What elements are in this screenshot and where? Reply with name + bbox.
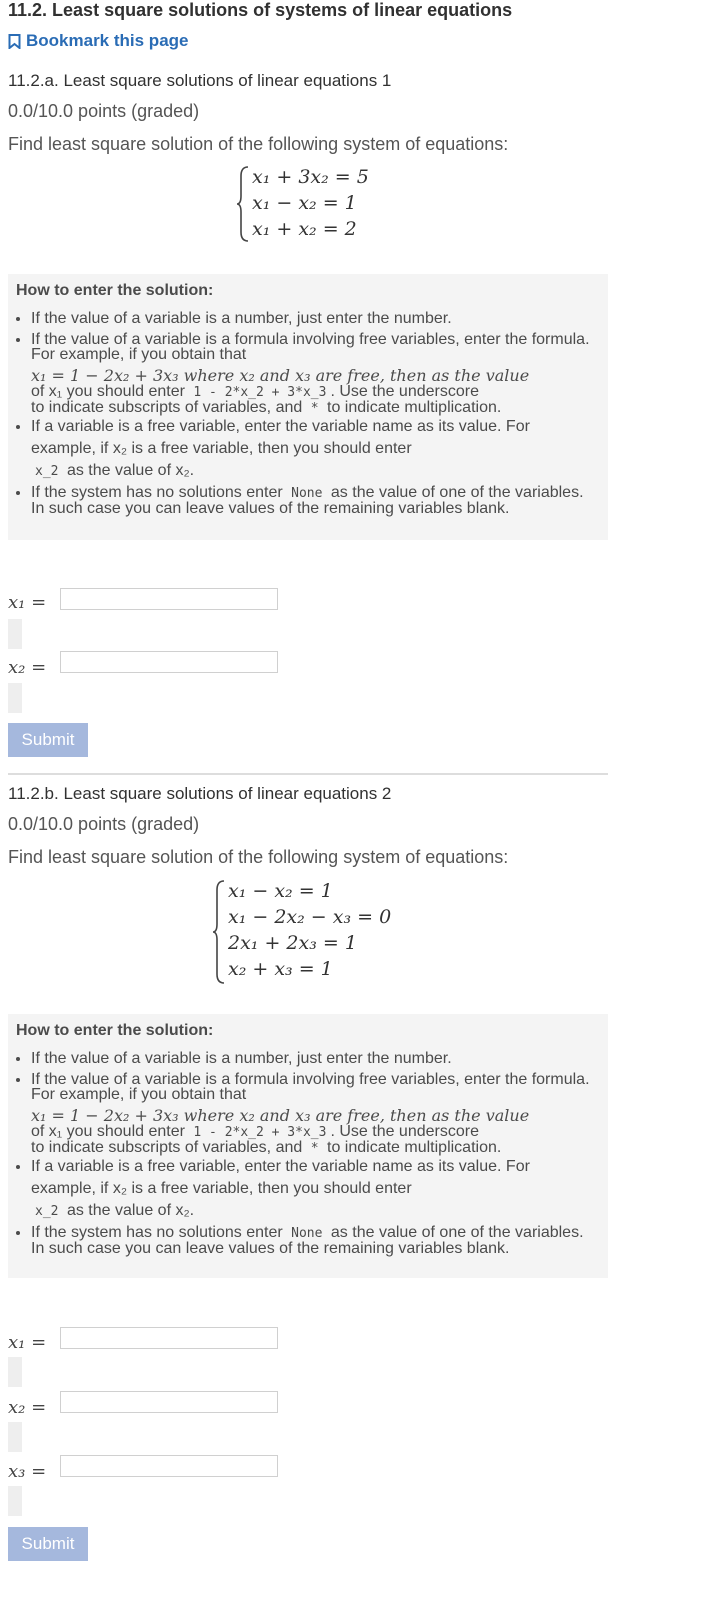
variable-label: x₁ = — [8, 1332, 47, 1353]
code-snippet: None — [291, 1226, 323, 1241]
list-item: • If the value of a variable is a number, just enter the number. — [31, 308, 599, 330]
problem-prompt: Find least square solution of the following system of equations: — [8, 847, 509, 867]
list-item: • If the value of a variable is a formula involving free variables, enter the formula. For example, if you obtain that x₁ = 1 − 2x₂ + 3x₃ where x₂ and x₃ are free, then as the value of x₁ you should enter 1 - 2*x_2 + 3*x_3 . Use the underscore to indicate subscripts of variables, and * to indicate multiplication. — [31, 1072, 599, 1156]
equation-system — [212, 878, 442, 986]
bookmark-button[interactable] — [8, 31, 189, 51]
brace-icon — [236, 164, 250, 244]
input-status — [8, 619, 22, 649]
input-status — [8, 1486, 22, 1516]
problem-title: 11.2.a. Least square solutions of linear equations 1 — [8, 71, 392, 90]
code-snippet: x_2 — [35, 464, 59, 479]
submit-button[interactable]: Submit — [8, 1527, 88, 1561]
variable-label: x₃ = — [8, 1461, 47, 1482]
howto-box — [8, 1014, 608, 1278]
code-snippet: 1 - 2*x_2 + 3*x_3 — [193, 385, 327, 400]
variable-label: x₂ = — [8, 1397, 47, 1418]
problem-points: 0.0/10.0 points (graded) — [8, 814, 200, 834]
howto-list — [8, 308, 599, 516]
equation: x₁ − 2x₂ − x₃ = 0 — [228, 906, 392, 928]
list-item: • If the value of a variable is a number, just enter the number. — [31, 1048, 599, 1070]
howto-box — [8, 274, 608, 540]
x3-input[interactable] — [60, 1455, 278, 1477]
list-item: • If the system has no solutions enter None as the value of one of the variables. In such case you can leave values of the remaining variables blank. — [31, 485, 599, 516]
equation: x₁ − x₂ = 1 — [228, 880, 333, 902]
problem-title: 11.2.b. Least square solutions of linear equations 2 — [8, 784, 392, 803]
problem-prompt: Find least square solution of the following system of equations: — [8, 134, 509, 154]
code-snippet: x_2 — [35, 1204, 59, 1219]
list-item: • If the value of a variable is a formula involving free variables, enter the formula. For example, if you obtain that x₁ = 1 − 2x₂ + 3x₃ where x₂ and x₃ are free, then as the value of x₁ you should enter 1 - 2*x_2 + 3*x_3 . Use the underscore to indicate subscripts of variables, and * to indicate multiplication. — [31, 332, 599, 416]
x2-input[interactable] — [60, 1391, 278, 1413]
equation: 2x₁ + 2x₃ = 1 — [228, 932, 357, 954]
equation: x₁ + x₂ = 2 — [252, 218, 357, 240]
x2-input[interactable] — [60, 651, 278, 673]
variable-label: x₁ = — [8, 592, 47, 613]
howto-title: How to enter the solution: — [16, 282, 214, 299]
howto-title: How to enter the solution: — [16, 1022, 214, 1039]
list-item: • If a variable is a free variable, enter the variable name as its value. For example, if x₂ is a free variable, then you should enter x_2 as the value of x₂. — [31, 416, 599, 483]
bookmark-label: Bookmark this page — [26, 31, 189, 50]
equation: x₂ + x₃ = 1 — [228, 958, 333, 980]
x1-input[interactable] — [60, 588, 278, 610]
code-snippet: None — [291, 486, 323, 501]
x1-input[interactable] — [60, 1327, 278, 1349]
problem-points: 0.0/10.0 points (graded) — [8, 101, 200, 121]
bookmark-icon — [8, 34, 21, 49]
code-snippet: * — [310, 401, 319, 416]
input-status — [8, 683, 22, 713]
code-snippet: * — [310, 1141, 319, 1156]
page-title: 11.2. Least square solutions of systems of linear equations — [8, 0, 513, 20]
list-item: • If the system has no solutions enter None as the value of one of the variables. In such case you can leave values of the remaining variables blank. — [31, 1225, 599, 1256]
equation: x₁ − x₂ = 1 — [252, 192, 357, 214]
divider — [8, 773, 608, 775]
variable-label: x₂ = — [8, 657, 47, 678]
howto-list — [8, 1048, 599, 1256]
code-snippet: 1 - 2*x_2 + 3*x_3 — [193, 1125, 327, 1140]
input-status — [8, 1422, 22, 1452]
equation: x₁ + 3x₂ = 5 — [252, 166, 369, 188]
equation-system — [236, 164, 436, 244]
submit-button[interactable]: Submit — [8, 723, 88, 757]
input-status — [8, 1357, 22, 1387]
brace-icon — [212, 878, 226, 986]
list-item: • If a variable is a free variable, enter the variable name as its value. For example, if x₂ is a free variable, then you should enter x_2 as the value of x₂. — [31, 1156, 599, 1223]
